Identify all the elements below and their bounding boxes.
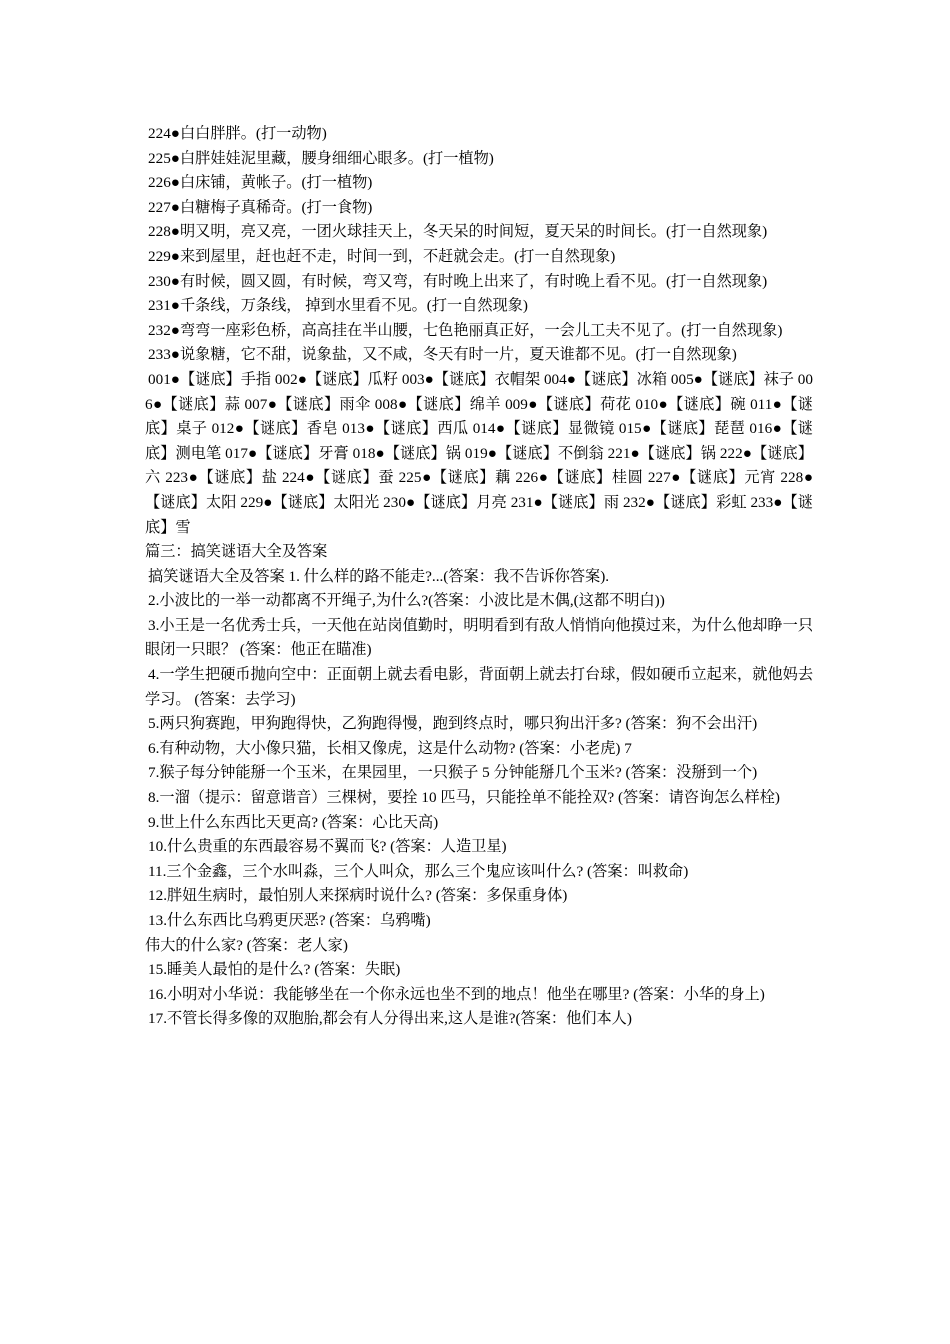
riddle-226: 226●白床铺，黄帐子。(打一植物): [148, 174, 373, 192]
funny-riddle-17: 17.不管长得多像的双胞胎,都会有人分得出来,这人是谁?(答案：他们本人): [148, 1010, 632, 1028]
riddle-228: 228●明又明，亮又亮，一团火球挂天上，冬天呆的时间短，夏天呆的时间长。(打一自然现象): [148, 223, 768, 241]
section-heading: 篇三：搞笑谜语大全及答案: [145, 543, 328, 561]
funny-riddle-12: 12.胖妞生病时，最怕别人来探病时说什么? (答案：多保重身体): [148, 887, 568, 905]
funny-riddle-13: 13.什么东西比乌鸦更厌恶? (答案：乌鸦嘴): [148, 912, 431, 929]
funny-riddle-3: 3.小王是一名优秀士兵，一天他在站岗值勤时，明明看到有敌人悄悄向他摸过来，为什么他却睁一只眼闭一只眼？ (答案：他正在瞄准): [145, 616, 813, 659]
funny-riddle-15: 15.睡美人最怕的是什么? (答案：失眠): [148, 961, 401, 979]
funny-riddle-9: 9.世上什么东西比天更高? (答案：心比天高): [148, 813, 439, 831]
riddle-227: 227●白糖梅子真稀奇。(打一食物): [148, 198, 373, 216]
riddle-232: 232●弯弯一座彩色桥，高高挂在半山腰，七色艳丽真正好，一会儿工夫不见了。(打一自然现象): [148, 321, 783, 339]
funny-riddle-1: 搞笑谜语大全及答案 1. 什么样的路不能走?...(答案：我不告诉你答案).: [148, 567, 610, 585]
riddle-229: 229●来到屋里，赶也赶不走，时间一到，不赶就会走。(打一自然现象): [148, 247, 616, 265]
riddle-231: 231●千条线，万条线， 掉到水里看不见。(打一自然现象): [148, 297, 528, 315]
riddle-230: 230●有时候，圆又圆，有时候，弯又弯，有时晚上出来了，有时晚上看不见。(打一自然现象): [148, 272, 768, 290]
funny-riddle-2: 2.小波比的一举一动都离不开绳子,为什么?(答案：小波比是木偶,(这都不明白)): [148, 592, 665, 610]
riddle-224: 224●白白胖胖。(打一动物): [148, 125, 327, 142]
funny-riddle-8: 8.一溜（提示：留意谐音）三棵树，要拴 10 匹马，只能拴单不能拴双? (答案：请咨询怎么样栓): [148, 789, 780, 807]
riddle-233: 233●说象糖，它不甜，说象盐，又不咸，冬天有时一片，夏天谁都不见。(打一自然现象): [148, 346, 737, 364]
funny-riddle-16: 16.小明对小华说：我能够坐在一个你永远也坐不到的地点！他坐在哪里? (答案：小华的身上): [148, 985, 765, 1003]
funny-riddle-4: 4.一学生把硬币抛向空中：正面朝上就去看电影，背面朝上就去打台球，假如硬币立起来，就他妈去学习。 (答案：去学习): [145, 666, 813, 708]
riddle-225: 225●白胖娃娃泥里藏，腰身细细心眼多。(打一植物): [148, 149, 494, 167]
funny-riddle-11: 11.三个金鑫，三个水叫淼，三个人叫众，那么三个鬼应该叫什么? (答案：叫救命): [148, 862, 689, 880]
funny-riddle-14: 伟大的什么家? (答案：老人家): [145, 936, 348, 954]
funny-riddle-10: 10.什么贵重的东西最容易不翼而飞? (答案：人造卫星): [148, 838, 507, 856]
answer-list: 001●【谜底】手指 002●【谜底】瓜籽 003●【谜底】衣帽架 004●【谜底】冰箱 005●【谜底】袜子 006●【谜底】蒜 007●【谜底】雨伞 008●【谜底】绵羊 009●【谜底】荷花 010●【谜底】碗 011●【谜底】桌子 012●【谜底】香皂 013●【谜底】西瓜 014●【谜底】显微镜 015●【谜底】琵琶 016●【谜底】测电笔 017●【谜底】牙膏 018●【谜底】锅 019●【谜底】不倒翁 221●【谜底】锅 222●【谜底】六 223●【谜底】盐 224●【谜底】蚕 225●【谜底】藕 226●【谜底】桂圆 227●【谜底】元宵 228●【谜底】太阳 229●【谜底】太阳光 230●【谜底】月亮 231●【谜底】雨 232●【谜底】彩虹 233●【谜底】雪: [145, 370, 813, 536]
document-body: [145, 122, 813, 1032]
funny-riddle-6: 6.有种动物，大小像只猫，长相又像虎，这是什么动物? (答案：小老虎) 7: [148, 739, 632, 757]
funny-riddle-7: 7.猴子每分钟能掰一个玉米，在果园里，一只猴子 5 分钟能掰几个玉米? (答案：没掰到一个): [148, 764, 758, 782]
funny-riddle-5: 5.两只狗赛跑，甲狗跑得快，乙狗跑得慢，跑到终点时，哪只狗出汗多? (答案：狗不会出汗): [148, 715, 758, 733]
